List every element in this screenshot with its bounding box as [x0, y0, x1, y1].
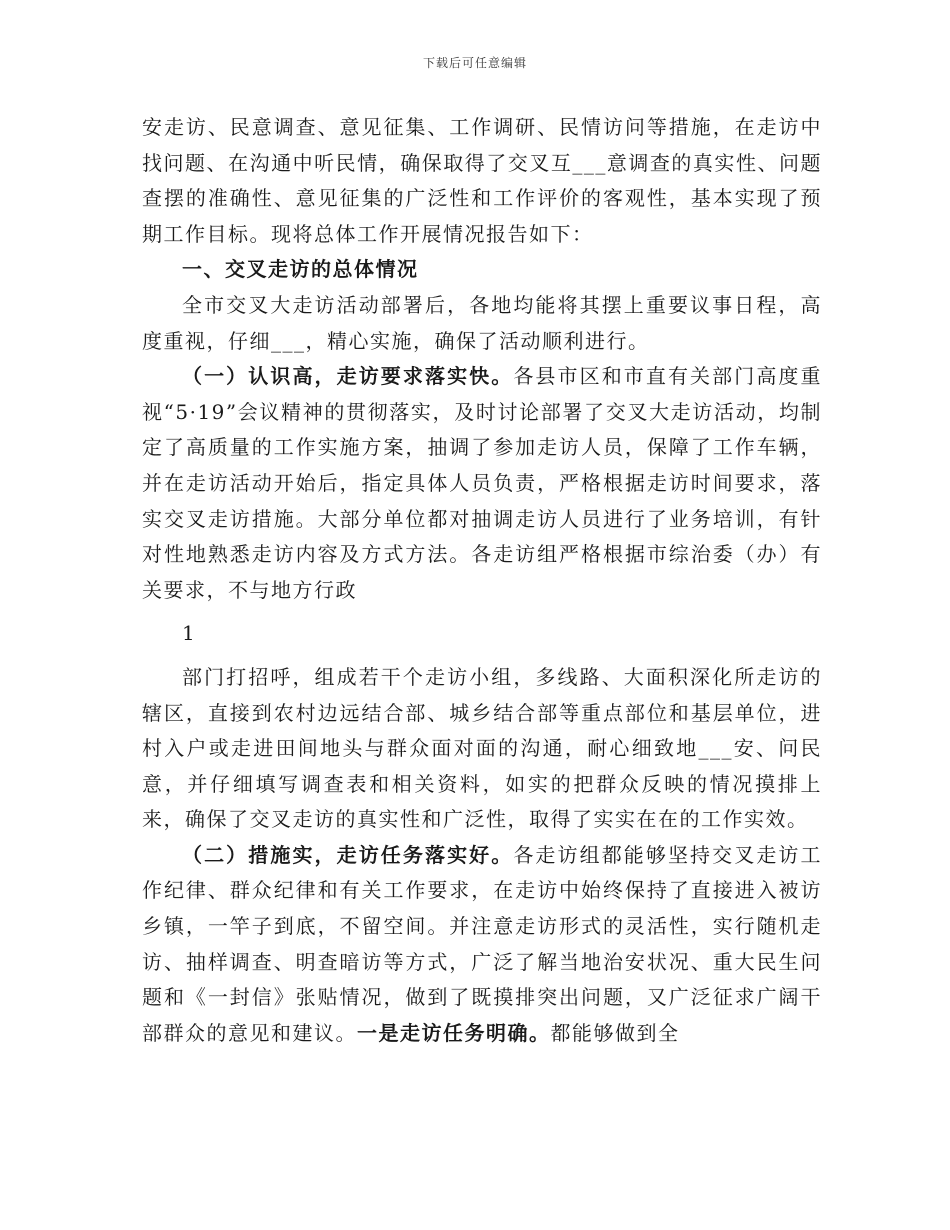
- section-heading: 一、交叉走访的总体情况: [182, 257, 419, 282]
- subsection-2-point-1: 一是走访任务明确。: [357, 1020, 551, 1045]
- subsection-1-body: 各县市区和市直有关部门高度重视“5·19”会议精神的贯彻落实，及时讨论部署了交叉大走访活动，均制定了高质量的工作实施方案，抽调了参加走访人员，保障了工作车辆，并在走访活动开始后，指定具体人员负责，严格根据走访时间要求，落实交叉走访措施。大部分单位都对抽调走访人员进行了业务培训，有针对性地熟悉走访内容及方式方法。各走访组严格根据市综治委（办）有关要求，不与地方行政: [142, 364, 823, 602]
- paragraph-subsection-2: [142, 838, 822, 1052]
- subsection-1-title: （一）认识高，走访要求落实快。: [182, 364, 514, 389]
- paragraph-intro: 安走访、民意调查、意见征集、工作调研、民情访问等措施，在走访中找问题、在沟通中听民情，确保取得了交叉互___意调查的真实性、问题查摆的准确性、意见征集的广泛性和工作评价的客观性，基本实现了预期工作目标。现将总体工作开展情况报告如下：: [142, 115, 822, 246]
- page-number: 1: [182, 621, 197, 646]
- paragraph-subsection-1: [142, 359, 822, 608]
- paragraph-overview: 全市交叉大走访活动部署后，各地均能将其摆上重要议事日程，高度重视，仔细___，精心实施，确保了活动顺利进行。: [142, 292, 822, 353]
- subsection-2-tail: 都能够做到全: [550, 1020, 680, 1045]
- subsection-2-body: 各走访组都能够坚持交叉走访工作纪律、群众纪律和有关工作要求，在走访中始终保持了直接进入被访乡镇，一竿子到底，不留空间。并注意走访形式的灵活性，实行随机走访、抽样调查、明查暗访等方式，广泛了解当地治安状况、重大民生问题和《一封信》张贴情况，做到了既摸排突出问题，又广泛征求广阔干部群众的意见和建议。: [142, 842, 823, 1045]
- paragraph-continued: 部门打招呼，组成若干个走访小组，多线路、大面积深化所走访的辖区，直接到农村边远结合部、城乡结合部等重点部位和基层单位，进村入户或走进田间地头与群众面对面的沟通，耐心细致地___安、问民意，并仔细填写调查表和相关资料，如实的把群众反映的情况摸排上来，确保了交叉走访的真实性和广泛性，取得了实实在在的工作实效。: [142, 664, 822, 832]
- subsection-2-title: （二）措施实，走访任务落实好。: [182, 842, 514, 867]
- page-header: 下载后可任意编辑: [422, 56, 527, 70]
- document-body: [142, 110, 822, 1051]
